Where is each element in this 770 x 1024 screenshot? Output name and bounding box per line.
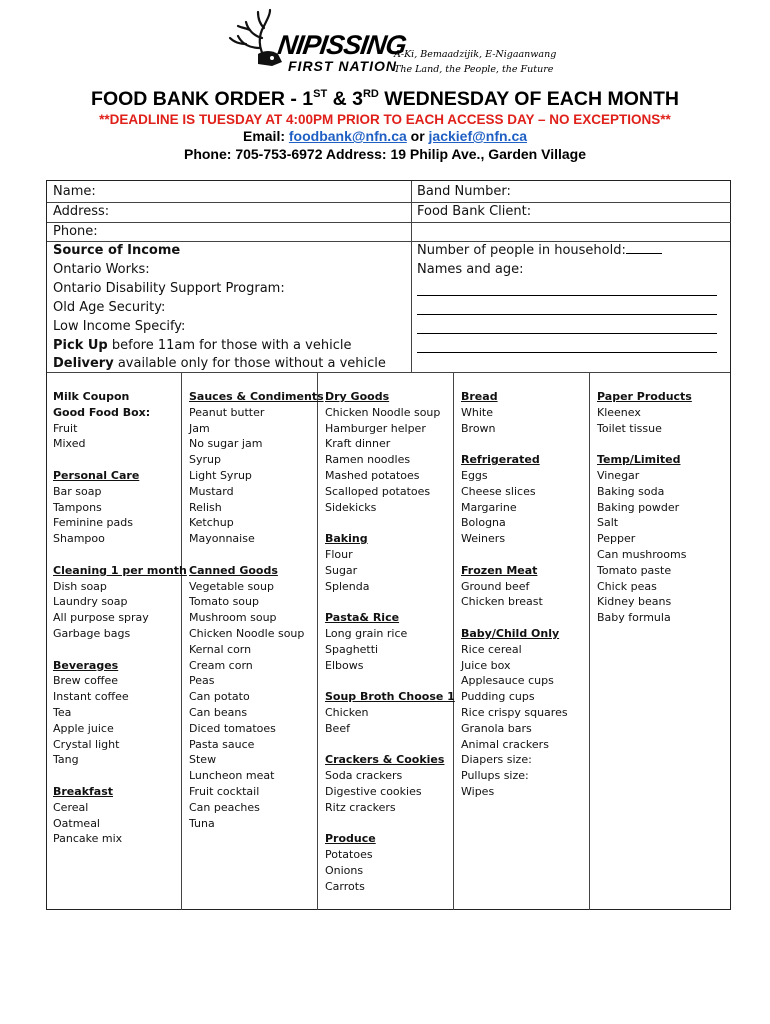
order-item-cream-corn[interactable]: Cream corn bbox=[189, 658, 253, 672]
section-heading-soup-broth-choose-1: Soup Broth Choose 1 bbox=[325, 690, 455, 704]
section-heading-bread: Bread bbox=[461, 390, 498, 403]
section-gap bbox=[325, 816, 455, 832]
order-item-cheese-slices[interactable]: Cheese slices bbox=[461, 484, 536, 498]
order-item-digestive-cookies[interactable]: Digestive cookies bbox=[325, 784, 422, 798]
divider bbox=[411, 181, 412, 372]
email-link-foodbank[interactable]: foodbank@nfn.ca bbox=[288, 128, 407, 144]
section-gap bbox=[461, 436, 568, 452]
email-link-jackie[interactable]: jackief@nfn.ca bbox=[428, 128, 528, 144]
pickup-note: Pick Up before 11am for those with a vehicle bbox=[53, 338, 352, 353]
order-item-diapers-size[interactable]: Diapers size: bbox=[461, 753, 532, 767]
order-item-eggs[interactable]: Eggs bbox=[461, 468, 488, 482]
email-line: Email: foodbank@nfn.ca or jackief@nfn.ca bbox=[242, 128, 528, 144]
nipissing-logo bbox=[228, 8, 557, 78]
section-gap bbox=[53, 452, 187, 468]
low-income-field[interactable]: Low Income Specify: bbox=[53, 319, 186, 334]
names-write-line[interactable] bbox=[417, 333, 717, 334]
order-item-hamburger-helper[interactable]: Hamburger helper bbox=[325, 421, 426, 435]
items-column-4 bbox=[461, 389, 568, 800]
section-heading-personal-care: Personal Care bbox=[53, 468, 140, 482]
section-gap bbox=[325, 673, 455, 689]
order-item-pancake-mix[interactable]: Pancake mix bbox=[53, 832, 123, 846]
order-item-potatoes[interactable]: Potatoes bbox=[325, 848, 373, 862]
order-item-pepper[interactable]: Pepper bbox=[597, 532, 636, 546]
section-heading-crackers-cookies: Crackers & Cookies bbox=[325, 753, 445, 767]
food-bank-client-field[interactable]: Food Bank Client: bbox=[417, 204, 532, 219]
order-item-kleenex[interactable]: Kleenex bbox=[597, 405, 641, 419]
section-gap bbox=[325, 737, 455, 753]
household-count-field[interactable]: Number of people in household: bbox=[417, 241, 662, 260]
order-item-jam[interactable]: Jam bbox=[189, 421, 210, 435]
household-blank[interactable] bbox=[626, 241, 662, 254]
order-item-toilet-tissue[interactable]: Toilet tissue bbox=[597, 421, 662, 435]
section-gap bbox=[325, 594, 455, 610]
order-item-diced-tomatoes[interactable]: Diced tomatoes bbox=[189, 721, 276, 735]
section-gap bbox=[461, 610, 568, 626]
order-item-wipes[interactable]: Wipes bbox=[461, 784, 495, 798]
order-item-brew-coffee[interactable]: Brew coffee bbox=[53, 674, 118, 688]
section-heading-pasta-rice: Pasta& Rice bbox=[325, 611, 400, 625]
deadline-notice: **DEADLINE IS TUESDAY AT 4:00PM PRIOR TO EACH ACCESS DAY – NO EXCEPTIONS** bbox=[99, 112, 671, 127]
order-item-stew[interactable]: Stew bbox=[189, 753, 217, 767]
order-item-soda-crackers[interactable]: Soda crackers bbox=[325, 769, 403, 783]
order-item-bar-soap[interactable]: Bar soap bbox=[53, 484, 102, 498]
order-item-mayonnaise[interactable]: Mayonnaise bbox=[189, 532, 255, 546]
order-item-ground-beef[interactable]: Ground beef bbox=[461, 579, 530, 593]
order-item-tomato-soup[interactable]: Tomato soup bbox=[189, 595, 259, 609]
order-item-chicken-breast[interactable]: Chicken breast bbox=[461, 595, 543, 609]
order-item-vinegar[interactable]: Vinegar bbox=[597, 468, 640, 482]
order-item-juice-box[interactable]: Juice box bbox=[461, 658, 511, 672]
section-heading-frozen-meat: Frozen Meat bbox=[461, 563, 538, 577]
order-item-syrup[interactable]: Syrup bbox=[189, 453, 221, 467]
order-item-rice-cereal[interactable]: Rice cereal bbox=[461, 642, 522, 656]
order-item-pasta-sauce[interactable]: Pasta sauce bbox=[189, 737, 255, 751]
section-heading-temp-limited: Temp/Limited bbox=[597, 453, 681, 467]
name-field-label[interactable]: Name: bbox=[53, 184, 96, 199]
logo-tagline-ojibwe: A-Ki, Bemaadzijik, E-Nigaanwang bbox=[394, 49, 557, 60]
order-item-chicken-noodle-soup[interactable]: Chicken Noodle soup bbox=[325, 405, 441, 419]
order-item-no-sugar-jam[interactable]: No sugar jam bbox=[189, 437, 263, 451]
order-item-applesauce-cups[interactable]: Applesauce cups bbox=[461, 674, 554, 688]
order-item-chicken[interactable]: Chicken bbox=[325, 705, 369, 719]
order-item-beef[interactable]: Beef bbox=[325, 721, 350, 735]
names-write-line[interactable] bbox=[417, 295, 717, 296]
order-item-can-potato[interactable]: Can potato bbox=[189, 690, 250, 704]
order-item-fruit[interactable]: Fruit bbox=[53, 421, 78, 435]
order-item-baking-powder[interactable]: Baking powder bbox=[597, 500, 680, 514]
section-heading-produce: Produce bbox=[325, 832, 376, 846]
section-gap bbox=[53, 768, 187, 784]
logo-name-text: NIPISSING bbox=[275, 30, 408, 60]
section-gap bbox=[597, 436, 692, 452]
order-item-garbage-bags[interactable]: Garbage bags bbox=[53, 626, 131, 640]
phone-address-line: Phone: 705-753-6972 Address: 19 Philip Ave., Garden Village bbox=[183, 146, 586, 162]
order-item-tampons[interactable]: Tampons bbox=[53, 500, 102, 514]
section-heading-baking: Baking bbox=[325, 532, 368, 546]
logo-tagline-english: The Land, the People, the Future bbox=[394, 64, 554, 75]
order-item-tomato-paste[interactable]: Tomato paste bbox=[597, 563, 672, 577]
section-gap bbox=[461, 547, 568, 563]
order-item-mushroom-soup[interactable]: Mushroom soup bbox=[189, 611, 277, 625]
section-heading-paper-products: Paper Products bbox=[597, 390, 692, 403]
order-item-can-mushrooms[interactable]: Can mushrooms bbox=[597, 547, 687, 561]
section-heading-beverages: Beverages bbox=[53, 658, 119, 672]
section-gap bbox=[325, 515, 455, 531]
items-column-3 bbox=[325, 389, 455, 895]
logo-sub-text: FIRST NATION bbox=[288, 58, 397, 74]
order-item-tuna[interactable]: Tuna bbox=[189, 816, 215, 830]
odsp-field[interactable]: Ontario Disability Support Program: bbox=[53, 281, 285, 296]
section-heading-baby-child-only: Baby/Child Only bbox=[461, 626, 560, 640]
order-item-pudding-cups[interactable]: Pudding cups bbox=[461, 690, 535, 704]
order-item-ritz-crackers[interactable]: Ritz crackers bbox=[325, 800, 396, 814]
section-gap bbox=[53, 642, 187, 658]
order-item-bologna[interactable]: Bologna bbox=[461, 516, 506, 530]
order-item-instant-coffee[interactable]: Instant coffee bbox=[53, 690, 129, 704]
order-item-salt[interactable]: Salt bbox=[597, 516, 619, 530]
order-item-rice-crispy-squares[interactable]: Rice crispy squares bbox=[461, 705, 568, 719]
section-heading-dry-goods: Dry Goods bbox=[325, 390, 390, 403]
source-of-income-heading: Source of Income bbox=[53, 243, 181, 258]
order-item-chicken-noodle-soup[interactable]: Chicken Noodle soup bbox=[189, 626, 305, 640]
order-item-baby-formula[interactable]: Baby formula bbox=[597, 611, 671, 625]
order-item-ramen-noodles[interactable]: Ramen noodles bbox=[325, 453, 411, 467]
delivery-note: Delivery available only for those without a vehicle bbox=[53, 356, 386, 371]
order-item-fruit-cocktail[interactable]: Fruit cocktail bbox=[189, 784, 260, 798]
order-item-scalloped-potatoes[interactable]: Scalloped potatoes bbox=[325, 484, 431, 498]
order-item-baking-soda[interactable]: Baking soda bbox=[597, 484, 665, 498]
section-heading-canned-goods: Canned Goods bbox=[189, 563, 278, 577]
order-item-apple-juice[interactable]: Apple juice bbox=[53, 721, 114, 735]
names-write-line[interactable] bbox=[417, 352, 717, 353]
items-column-5 bbox=[597, 389, 692, 626]
order-item-margarine[interactable]: Margarine bbox=[461, 500, 517, 514]
order-item-relish[interactable]: Relish bbox=[189, 500, 222, 514]
page-title: FOOD BANK ORDER - 1ST & 3RD WEDNESDAY OF EACH MONTH bbox=[91, 88, 679, 110]
order-item-all-purpose-spray[interactable]: All purpose spray bbox=[53, 611, 149, 625]
section-heading-milk-coupon: Milk Coupon bbox=[53, 390, 130, 403]
order-item-animal-crackers[interactable]: Animal crackers bbox=[461, 737, 549, 751]
order-item-luncheon-meat[interactable]: Luncheon meat bbox=[189, 769, 275, 783]
items-column-1 bbox=[53, 389, 187, 847]
address-field-label[interactable]: Address: bbox=[53, 204, 110, 219]
order-item-sugar[interactable]: Sugar bbox=[325, 563, 358, 577]
order-item-brown[interactable]: Brown bbox=[461, 421, 496, 435]
order-item-sidekicks[interactable]: Sidekicks bbox=[325, 500, 377, 514]
order-item-dish-soap[interactable]: Dish soap bbox=[53, 579, 107, 593]
divider bbox=[47, 222, 411, 223]
order-item-feminine-pads[interactable]: Feminine pads bbox=[53, 516, 133, 530]
section-gap bbox=[53, 547, 187, 563]
names-and-age-label: Names and age: bbox=[417, 262, 524, 277]
order-item-mashed-potatoes[interactable]: Mashed potatoes bbox=[325, 468, 420, 482]
order-item-elbows[interactable]: Elbows bbox=[325, 658, 364, 672]
order-item-shampoo[interactable]: Shampoo bbox=[53, 532, 105, 546]
order-item-laundry-soap[interactable]: Laundry soap bbox=[53, 595, 128, 609]
order-item-carrots[interactable]: Carrots bbox=[325, 879, 365, 893]
order-item-peas[interactable]: Peas bbox=[189, 674, 215, 688]
order-item-kidney-beans[interactable]: Kidney beans bbox=[597, 595, 672, 609]
order-item-tang[interactable]: Tang bbox=[53, 753, 79, 767]
section-heading-cleaning-1-per-month: Cleaning 1 per month bbox=[53, 563, 187, 577]
column-divider bbox=[589, 372, 590, 910]
order-item-vegetable-soup[interactable]: Vegetable soup bbox=[189, 579, 274, 593]
order-item-can-beans[interactable]: Can beans bbox=[189, 705, 248, 719]
order-item-mixed[interactable]: Mixed bbox=[53, 437, 86, 451]
order-item-cereal[interactable]: Cereal bbox=[53, 800, 89, 814]
names-write-line[interactable] bbox=[417, 314, 717, 315]
order-item-light-syrup[interactable]: Light Syrup bbox=[189, 468, 252, 482]
order-item-ketchup[interactable]: Ketchup bbox=[189, 516, 234, 530]
order-item-pullups-size[interactable]: Pullups size: bbox=[461, 769, 529, 783]
order-item-crystal-light[interactable]: Crystal light bbox=[53, 737, 120, 751]
order-item-tea[interactable]: Tea bbox=[53, 705, 72, 719]
order-item-long-grain-rice[interactable]: Long grain rice bbox=[325, 626, 408, 640]
order-item-can-peaches[interactable]: Can peaches bbox=[189, 800, 260, 814]
order-item-kernal-corn[interactable]: Kernal corn bbox=[189, 642, 252, 656]
order-item-weiners[interactable]: Weiners bbox=[461, 532, 506, 546]
phone-field-label[interactable]: Phone: bbox=[53, 224, 98, 239]
ontario-works-field[interactable]: Ontario Works: bbox=[53, 262, 150, 277]
order-item-spaghetti[interactable]: Spaghetti bbox=[325, 642, 379, 656]
order-item-mustard[interactable]: Mustard bbox=[189, 484, 234, 498]
section-gap bbox=[189, 547, 324, 563]
section-heading-refrigerated: Refrigerated bbox=[461, 453, 540, 467]
section-heading-sauces-condiments: Sauces & Condiments bbox=[189, 390, 324, 403]
order-item-chick-peas[interactable]: Chick peas bbox=[597, 579, 657, 593]
band-number-field[interactable]: Band Number: bbox=[417, 184, 511, 199]
order-item-granola-bars[interactable]: Granola bars bbox=[461, 721, 532, 735]
order-item-kraft-dinner[interactable]: Kraft dinner bbox=[325, 437, 391, 451]
divider bbox=[411, 222, 731, 223]
order-item-good-food-box[interactable]: Good Food Box: bbox=[53, 405, 151, 419]
order-item-white[interactable]: White bbox=[461, 405, 493, 419]
section-heading-breakfast: Breakfast bbox=[53, 784, 114, 798]
old-age-security-field[interactable]: Old Age Security: bbox=[53, 300, 166, 315]
order-item-oatmeal[interactable]: Oatmeal bbox=[53, 816, 100, 830]
items-column-2 bbox=[189, 389, 324, 831]
order-item-flour[interactable]: Flour bbox=[325, 547, 353, 561]
order-item-onions[interactable]: Onions bbox=[325, 863, 364, 877]
order-item-peanut-butter[interactable]: Peanut butter bbox=[189, 405, 265, 419]
order-item-splenda[interactable]: Splenda bbox=[325, 579, 370, 593]
